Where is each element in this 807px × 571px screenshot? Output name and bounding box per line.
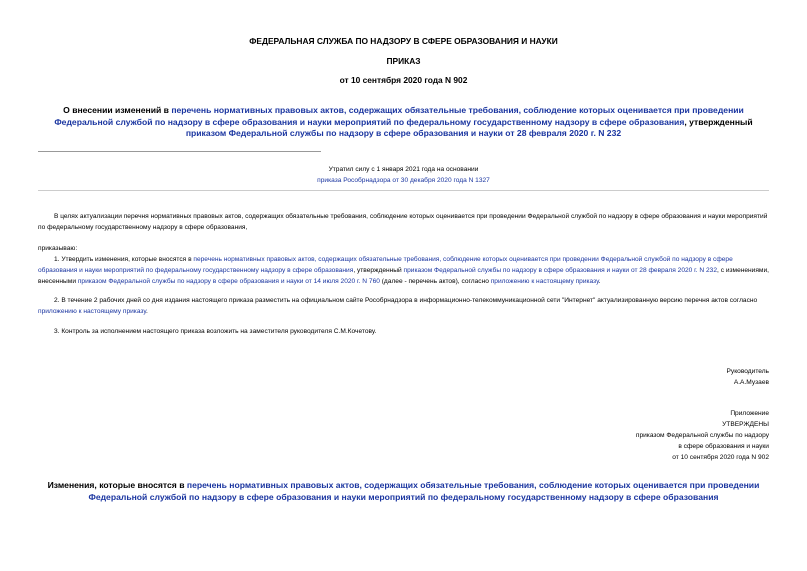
title-middle: , утвержденный [684,116,753,127]
title-link-list[interactable]: перечень нормативных правовых актов, содержащих обязательные требования, соблюдение которых оценивается при проведении Федеральной службой по надзору в сфере образования и науки мероприятий по федеральному государственному надзору в сфере образования [54,105,744,127]
p1-text-d: (далее - перечень актов), согласно [379,278,491,285]
p1-link-appendix[interactable]: приложению к настоящему приказу [490,278,599,285]
expiry-notice-link[interactable]: приказа Рособрнадзора от 30 декабря 2020 года N 1327 [317,177,490,184]
title-prefix: О внесении изменений в [63,105,172,115]
notice-divider [38,190,769,191]
paragraph-3: 3. Контроль за исполнением настоящего приказа возложить на заместителя руководителя С.М.Кочетову. [54,328,377,335]
p1-link-order-760[interactable]: приказом Федеральной службы по надзору в сфере образования и науки от 14 июля 2020 г. N 760 [77,278,380,285]
p1-text-b: , утвержденный [353,267,404,274]
orders-word: приказываю: [38,245,78,252]
appendix-line-1: приказом Федеральной службы по надзору [635,432,769,439]
paragraph-1 [38,254,769,287]
p1-text-c: , с изменениями, внесенными [38,267,769,285]
p1-link-order-232[interactable]: приказом Федеральной службы по надзору в сфере образования и науки от 28 февраля 2020 г. N 232 [403,267,718,274]
p1-text-a: 1. Утвердить изменения, которые вносятся в [54,256,194,263]
expiry-notice: Утратил силу с 1 января 2021 года на основании [328,166,479,173]
p1-text-e: . [598,278,601,285]
agency-name: ФЕДЕРАЛЬНАЯ СЛУЖБА ПО НАДЗОРУ В СФЕРЕ ОБРАЗОВАНИЯ И НАУКИ [249,36,558,46]
p2-link-appendix[interactable]: приложению к настоящему приказу [38,308,147,315]
signature-name: А.А.Музаев [733,379,769,386]
appendix-line-2: в сфере образования и науки [678,443,769,450]
p2-text-a: 2. В течение 2 рабочих дней со дня издания настоящего приказа разместить на официальном сайте Рособрнадзора в информационно-телекоммуникационной сети "Интернет" актуализированную версию перечня актов согласно [54,297,758,304]
signature-role: Руководитель [726,368,769,375]
p2-text-b: . [146,308,148,315]
document-title [38,105,769,140]
document-type: ПРИКАЗ [386,56,421,66]
paragraph-2 [38,295,769,317]
changes-title-link[interactable]: перечень нормативных правовых актов, содержащих обязательные требования, соблюдение которых оценивается при проведении Федеральной службой по надзору в сфере образования и науки мероприятий по федеральному государственному надзору в сфере образования [88,480,760,502]
p1-link-list[interactable]: перечень нормативных правовых актов, содержащих обязательные требования, соблюдение которых оценивается при проведении Федеральной службой по надзору в сфере образования и науки мероприятий по федеральному государственному надзору в сфере образования [38,256,733,274]
document-date-number: от 10 сентября 2020 года N 902 [339,75,468,85]
title-link-order[interactable]: приказом Федеральной службы по надзору в сфере образования и науки от 28 февраля 2020 г. N 232 [185,128,622,138]
appendix-approved: УТВЕРЖДЕНЫ [722,421,769,428]
intro-paragraph: В целях актуализации перечня нормативных правовых актов, содержащих обязательные требования, соблюдение которых оценивается при проведении Федеральной службой по надзору в сфере образования и науки мероприятий по федеральному государственному надзору в сфере образования, [38,213,768,231]
changes-title-prefix: Изменения, которые вносятся в [47,480,187,490]
appendix-label: Приложение [730,410,769,417]
changes-title [38,480,769,503]
appendix-line-3: от 10 сентября 2020 года N 902 [672,454,769,461]
title-divider [38,151,321,152]
